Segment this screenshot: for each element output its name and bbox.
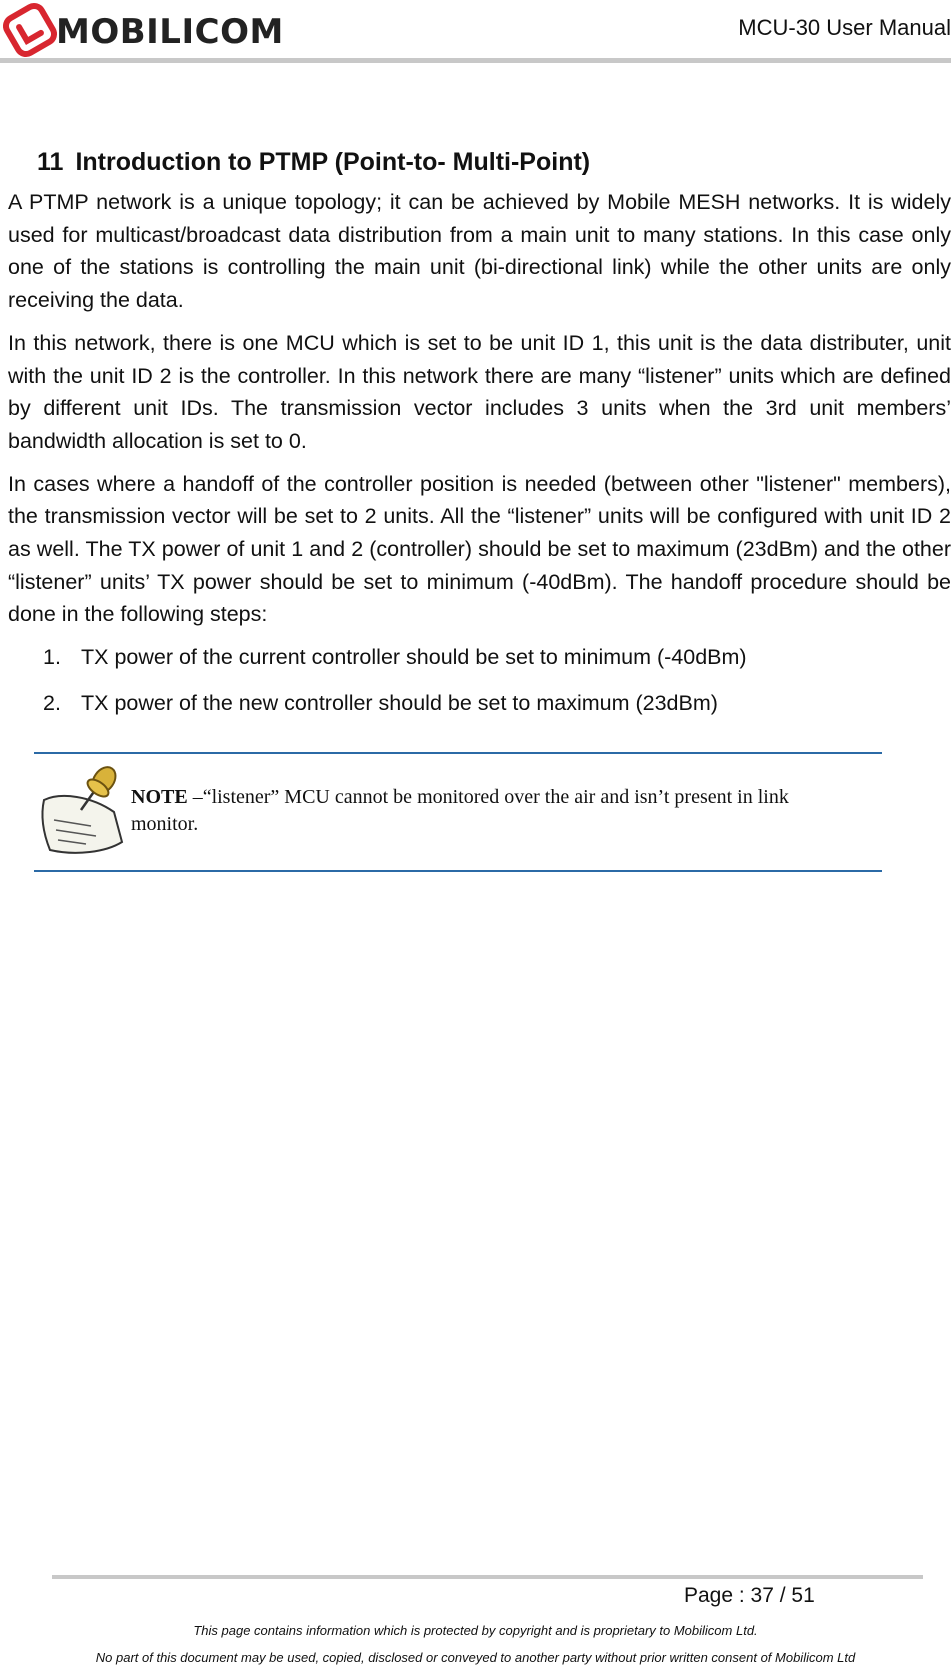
section-title: Introduction to PTMP (Point-to- Multi-Point) [75,148,591,176]
handoff-steps [8,641,951,719]
paragraph-network: In this network, there is one MCU which is set to be unit ID 1, this unit is the data distributer, unit with the unit ID 2 is the controller. In this network there are many “listener” units which are defined by different unit IDs. The transmission vector includes 3 units when the 3rd unit members’ bandwidth allocation is set to 0. [8,330,951,453]
note-body: –“listener” MCU cannot be monitored over the air and isn’t present in link monitor. [131,786,789,835]
manual-title: MCU-30 User Manual [738,15,951,40]
disclosure-notice: No part of this document may be used, copied, disclosed or conveyed to another party without prior written consent of Mobilicom Ltd [95,1650,856,1665]
page-header [0,0,951,60]
list-item [43,641,951,673]
logo-mark-icon [2,2,58,58]
list-item-text: TX power of the current controller should be set to minimum (-40dBm) [81,645,747,670]
paragraph-intro: A PTMP network is a unique topology; it can be achieved by Mobile MESH networks. It is widely used for multicast/broadcast data distribution from a main unit to many stations. In this case only one of the stations is controlling the main unit (bi-directional link) while the other units are only receiving the data. [8,190,951,313]
list-marker: 2. [43,691,61,716]
footer-divider [52,1575,923,1579]
list-marker: 1. [43,645,61,670]
mobilicom-logo [2,2,284,56]
page-number: Page : 37 / 51 [684,1584,815,1607]
list-item [43,687,951,719]
note-text [131,784,851,838]
header-divider [0,58,951,63]
main-content [8,146,951,733]
logo-wordmark: MOBILICOM [56,12,284,52]
note-box [34,752,882,872]
section-number: 11 [37,148,64,176]
note-label: NOTE [131,786,188,808]
list-item-text: TX power of the new controller should be set to maximum (23dBm) [81,691,718,716]
section-heading [37,146,951,178]
pushpin-note-icon [36,760,130,858]
copyright-notice: This page contains information which is protected by copyright and is proprietary to Mobilicom Ltd. [193,1623,758,1638]
paragraph-handoff: In cases where a handoff of the controller position is needed (between other "listener" members), the transmission vector will be set to 2 units. All the “listener” units will be configured with unit ID 2 as well. The TX power of unit 1 and 2 (controller) should be set to maximum (23dBm) and the other “listener” units’ TX power should be set to minimum (-40dBm). The handoff procedure should be done in the following steps: [8,471,951,627]
